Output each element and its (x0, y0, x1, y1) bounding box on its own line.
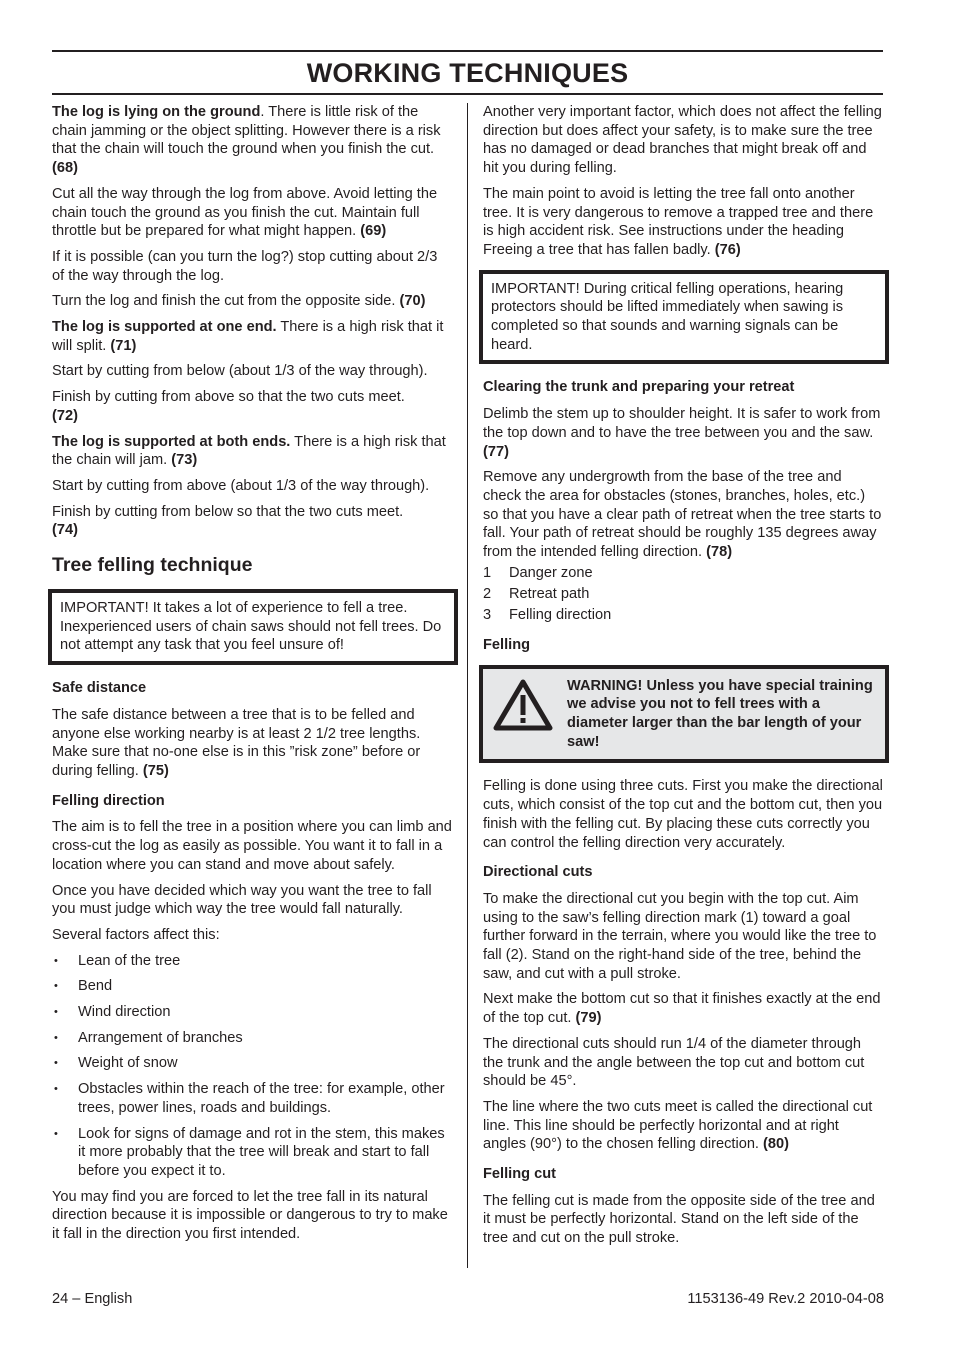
paragraph: To make the directional cut you begin with the top cut. Aim using to the saw’s felling direction mark (1) toward a goal further forward in the terrain, where you would like the tree to fall (2). Stand on the right-hand side of the tree, behind the saw, and cut with a pull stroke. (483, 890, 877, 982)
paragraph: Start by cutting from above (about 1/3 of the way through). (52, 477, 430, 494)
paragraph (52, 388, 452, 425)
paragraph-text: . There is little risk of the chain jamming or the object splitting. However there is a risk that the chain will touch the ground when you finish the cut. (52, 104, 441, 158)
paragraph (52, 103, 452, 178)
list-item: • Obstacles within the reach of the tree: for example, other trees, power lines, roads and buildings. (52, 1080, 452, 1117)
paragraph-text: The main point to avoid is letting the tree fall onto another tree. It is very dangerous to remove a trapped tree and there is high accident risk. See instructions under the heading Freeing a tree that has fallen badly. (483, 185, 874, 258)
list-item: • Look for signs of damage and rot in the stem, this makes it more probably that the tree will break and start to fall before you expect it to. (52, 1125, 452, 1181)
list-item: • Bend (52, 977, 452, 996)
warning-text: WARNING! Unless you have special training we advise you not to fell trees with a diameter larger than the bar length of your saw! (567, 677, 873, 750)
figure-ref: (74) (52, 522, 78, 539)
paragraph-text: The line where the two cuts meet is called the directional cut line. This line should be perfectly horizontal and at right angles (90°) to the chosen felling direction. (483, 1098, 873, 1153)
list-item: • Wind direction (52, 1003, 452, 1022)
paragraph-text: Delimb the stem up to shoulder height. It is safer to work from the top down and to have the tree between you and the saw. (483, 406, 881, 441)
legend-label: Retreat path (509, 585, 590, 602)
legend-list (483, 564, 883, 625)
paragraph (483, 468, 883, 562)
legend-label: Felling direction (509, 607, 612, 624)
figure-ref: (68) (52, 160, 78, 177)
list-item: • Lean of the tree (52, 952, 452, 971)
document-id: 1153136-49 Rev.2 2010-04-08 (687, 1291, 884, 1307)
figure-ref: (70) (399, 293, 426, 310)
paragraph: The felling cut is made from the opposite side of the tree and it must be perfectly horizontal. Stand on the left side of the tree and cut on the pull stroke. (483, 1192, 875, 1247)
paragraph (483, 185, 883, 260)
paragraph: If it is possible (can you turn the log?) stop cutting about 2/3 of the way through the log. (52, 248, 438, 284)
header-bottom-rule (52, 93, 883, 95)
figure-ref: (77) (483, 443, 509, 460)
paragraph: You may find you are forced to let the tree fall in its natural direction because it is impossible or dangerous to try to make it fall in the direction you first intended. (52, 1188, 448, 1243)
important-box: IMPORTANT! During critical felling operations, hearing protectors should be lifted immediately when sawing is completed so that sounds and warning signals can be heard. (479, 270, 889, 365)
figure-ref: (78) (706, 544, 733, 561)
figure-ref: (80) (763, 1136, 789, 1153)
right-column (483, 103, 883, 1255)
page-title: WORKING TECHNIQUES (306, 58, 629, 88)
column-divider (467, 103, 468, 1268)
paragraph (483, 990, 883, 1027)
bold-lead: The log is supported at one end. (52, 319, 277, 336)
list-item: • Arrangement of branches (52, 1029, 452, 1048)
section-title: Tree felling technique (52, 554, 253, 577)
paragraph-text: The safe distance between a tree that is to be felled and anyone else working nearby is at least 2 1/2 tree lengths. Make sure that no-one else is in this ”risk zone” before or during felling. (52, 706, 421, 779)
paragraph (52, 318, 452, 355)
paragraph (483, 1098, 883, 1154)
paragraph (52, 292, 452, 311)
paragraph: Once you have decided which way you want the tree to fall you must judge which way the tree would fall naturally. (52, 882, 432, 918)
paragraph-text: Finish by cutting from below so that the two cuts meet. (52, 503, 404, 520)
figure-ref: (73) (171, 452, 198, 469)
paragraph-text: Turn the log and finish the cut from the opposite side. (52, 293, 396, 310)
left-column (52, 103, 452, 1251)
list-item: • Weight of snow (52, 1054, 452, 1073)
list-item (483, 606, 883, 625)
warning-triangle-icon (493, 679, 553, 731)
paragraph-text: There is a high risk that it will split. (52, 319, 444, 354)
header-top-rule (52, 50, 883, 52)
legend-number: 3 (483, 607, 492, 624)
paragraph (52, 433, 452, 470)
warning-box (479, 665, 889, 764)
list-item (483, 564, 883, 583)
legend-number: 2 (483, 585, 492, 602)
paragraph (483, 405, 883, 461)
paragraph: The aim is to fell the tree in a position where you can limb and cross-cut the log as easily as possible. You want it to fall in a location where you can stand and move about safely. (52, 819, 452, 873)
subheading-felling-cut: Felling cut (483, 1166, 556, 1183)
legend-label: Danger zone (509, 564, 593, 581)
factor-list (52, 952, 452, 1181)
figure-ref: (71) (110, 337, 137, 354)
paragraph: Another very important factor, which does not affect the felling direction but does affect your safety, is to make sure the tree has no damaged or dead branches that might break off and hit you during felling. (483, 104, 882, 177)
bold-lead: The log is supported at both ends. (52, 433, 291, 450)
figure-ref: (76) (714, 241, 741, 258)
paragraph (52, 706, 452, 781)
paragraph-text: Cut all the way through the log from above. Avoid letting the chain touch the ground as you finish the cut. Maintain full throttle but be prepared for what might happen. (52, 185, 438, 240)
figure-ref: (72) (52, 407, 78, 424)
paragraph: Start by cutting from below (about 1/3 of the way through). (52, 363, 428, 380)
subheading-clearing: Clearing the trunk and preparing your retreat (483, 379, 795, 396)
subheading-felling-direction: Felling direction (52, 792, 165, 809)
figure-ref: (75) (142, 762, 169, 779)
important-box: IMPORTANT! It takes a lot of experience to fell a tree. Inexperienced users of chain saws should not fell trees. Do not attempt any task that you feel unsure of! (48, 589, 458, 665)
list-item (483, 585, 883, 604)
subheading-directional-cuts: Directional cuts (483, 864, 593, 881)
paragraph (52, 503, 452, 540)
paragraph: Felling is done using three cuts. First you make the directional cuts, which consist of the top cut and the bottom cut, then you finish with the felling cut. By placing these cuts correctly you can control the felling direction very accurately. (483, 778, 883, 851)
paragraph-text: Finish by cutting from above so that the two cuts meet. (52, 389, 405, 406)
subheading-felling: Felling (483, 636, 531, 653)
legend-number: 1 (483, 564, 492, 581)
paragraph: The directional cuts should run 1/4 of the diameter through the trunk and the angle between the top cut and bottom cut should be 45°. (483, 1035, 865, 1090)
paragraph-text: Next make the bottom cut so that it finishes exactly at the end of the top cut. (483, 991, 881, 1027)
subheading-safe-distance: Safe distance (52, 680, 147, 697)
bold-lead: The log is lying on the ground (52, 104, 261, 120)
paragraph: Several factors affect this: (52, 926, 220, 943)
figure-ref: (69) (360, 223, 387, 240)
page-number: 24 – English (52, 1291, 133, 1307)
paragraph-text: Remove any undergrowth from the base of the tree and check the area for obstacles (stones, branches, holes, etc.) so that you have a clear path of retreat when the tree starts to fall. Your path of retreat should be roughly 135 degrees away from the intended felling direction. (483, 469, 882, 561)
paragraph (52, 185, 452, 241)
figure-ref: (79) (575, 1010, 602, 1027)
paragraph-text: There is a high risk that the chain will jam. (52, 433, 446, 469)
